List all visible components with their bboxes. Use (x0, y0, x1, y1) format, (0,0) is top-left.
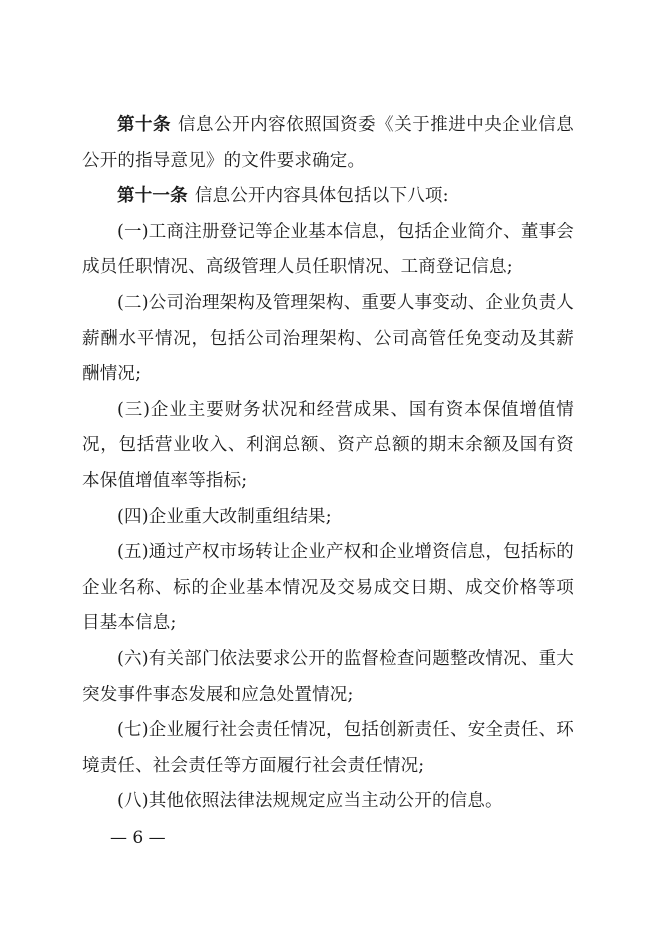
list-item-3: (三)企业主要财务状况和经营成果、国有资本保值增值情况，包括营业收入、利润总额、资产总额的期末余额及国有资本保值增值率等指标; (82, 399, 574, 491)
article-10-text: 信息公开内容依照国资委《关于推进中央企业信息公开的指导意见》的文件要求确定。 (82, 115, 574, 171)
page-number: — 6 — (110, 828, 166, 848)
list-item-6: (六)有关部门依法要求公开的监督检查问题整改情况、重大突发事件事态发展和应急处置情况; (82, 648, 574, 705)
list-item-8: (八)其他依照法律法规规定应当主动公开的信息。 (117, 791, 503, 812)
article-11-title: 第十一条 (117, 186, 188, 207)
article-11 (82, 179, 574, 215)
document-body (82, 108, 574, 820)
article-10 (82, 108, 574, 179)
list-item-7: (七)企业履行社会责任情况，包括创新责任、安全责任、环境责任、社会责任等方面履行社会责任情况; (82, 720, 574, 776)
list-item-4: (四)企业重大改制重组结果; (117, 506, 332, 527)
list-item-1: (一)工商注册登记等企业基本信息，包括企业简介、董事会成员任职情况、高级管理人员任职情况、工商登记信息; (82, 221, 574, 278)
article-11-text: 信息公开内容具体包括以下八项: (194, 186, 449, 207)
list-item-5: (五)通过产权市场转让企业产权和企业增资信息，包括标的企业名称、标的企业基本情况及交易成交日期、成交价格等项目基本信息; (82, 542, 574, 634)
article-10-title: 第十条 (117, 115, 172, 135)
list-item-2: (二)公司治理架构及管理架构、重要人事变动、企业负责人薪酬水平情况，包括公司治理架构、公司高管任免变动及其薪酬情况; (82, 292, 574, 385)
